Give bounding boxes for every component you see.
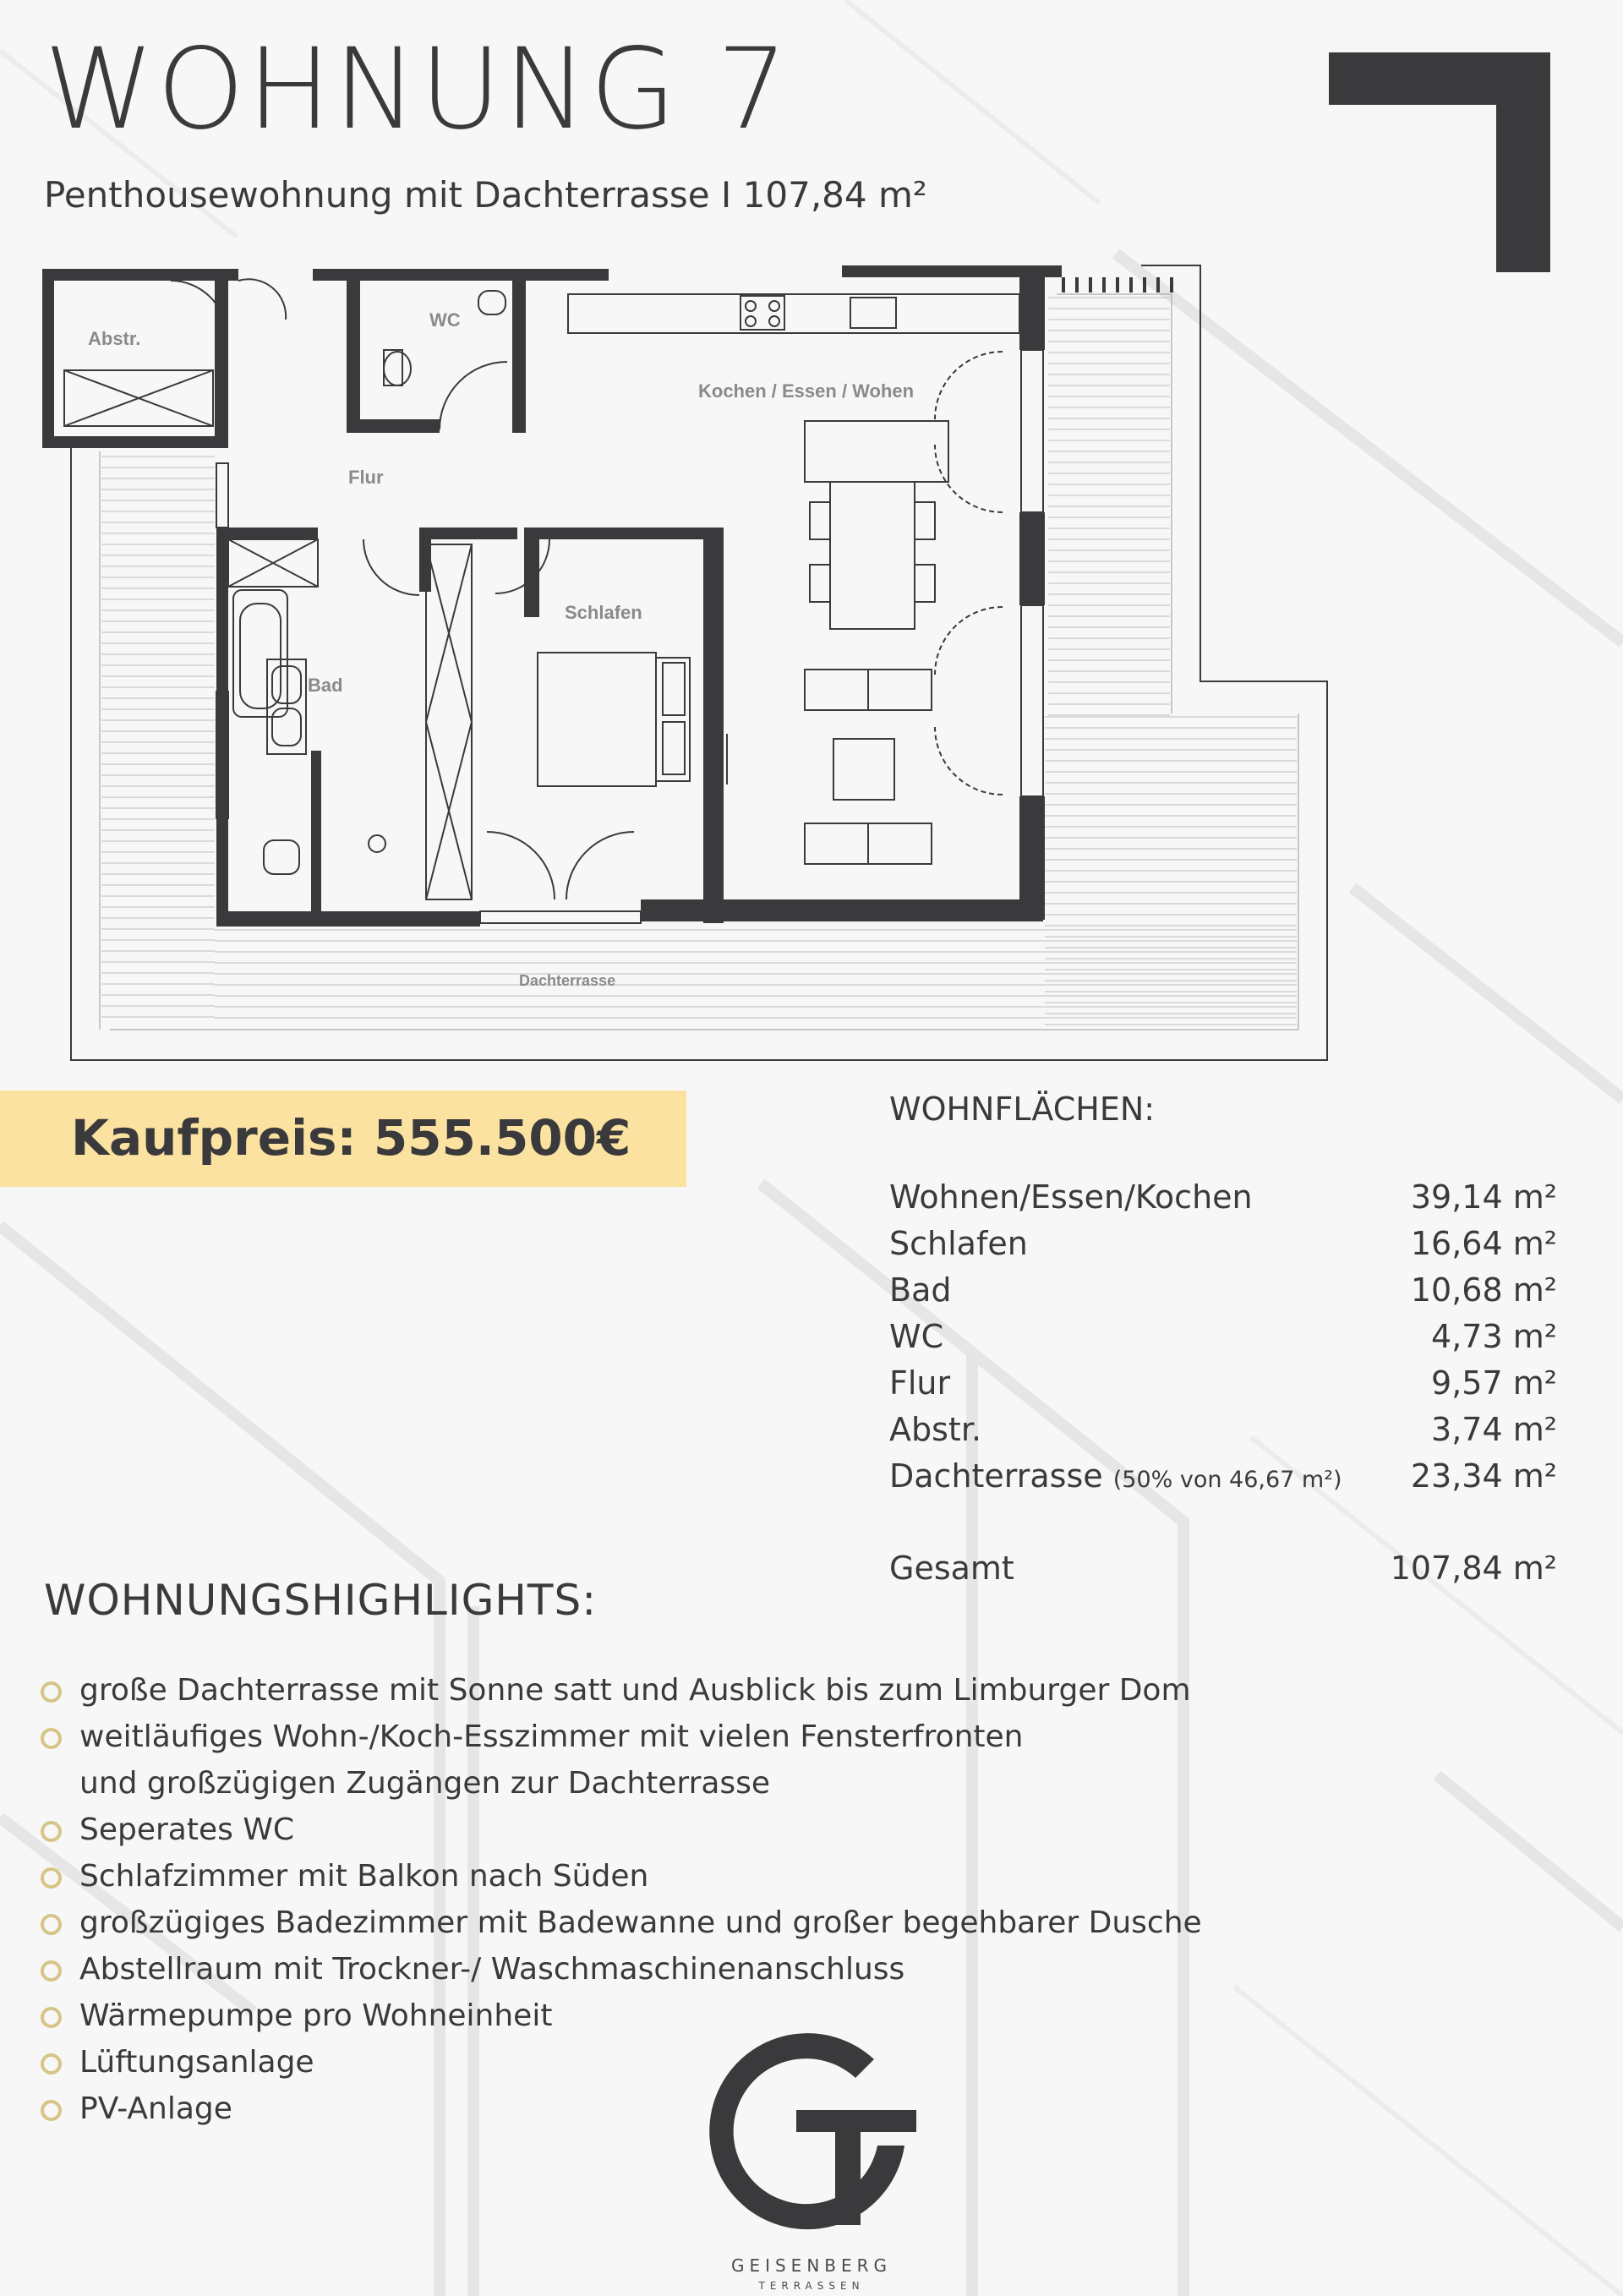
- room-label-dachterrasse: Dachterrasse: [519, 972, 616, 989]
- room-label-abstr: Abstr.: [88, 328, 141, 349]
- area-label: Flur: [889, 1364, 951, 1402]
- area-total-row: [889, 1550, 1557, 1594]
- room-label-wc: WC: [429, 309, 461, 331]
- corner-mark-icon: [1329, 52, 1550, 272]
- page-title: WOHNUNG 7: [44, 25, 791, 155]
- bed: [538, 653, 690, 786]
- area-row: [889, 1318, 1557, 1362]
- bullet-icon: [41, 1914, 62, 1935]
- bullet-icon: [41, 1681, 62, 1703]
- bullet-icon: [41, 1728, 62, 1749]
- area-note: (50% von 46,67 m²): [1112, 1467, 1342, 1493]
- area-total-label: Gesamt: [889, 1550, 1014, 1587]
- logo-name: GEISENBERG: [730, 2255, 893, 2276]
- highlight-item: und großzügigen Zugängen zur Dachterrasse: [79, 1766, 771, 1801]
- geisenberg-logo: [708, 2019, 916, 2230]
- area-value: 16,64 m²: [1410, 1225, 1557, 1262]
- room-label-schlafen: Schlafen: [565, 602, 642, 623]
- area-value: 3,74 m²: [1431, 1411, 1557, 1448]
- page-subtitle: Penthousewohnung mit Dachterrasse I 107,84 m²: [44, 174, 927, 216]
- highlight-item: Abstellraum mit Trockner-/ Waschmaschinenanschluss: [37, 1946, 1271, 1993]
- area-row: [889, 1457, 1557, 1501]
- bullet-icon: [41, 2100, 62, 2121]
- highlight-item: PV-Anlage: [37, 2086, 1271, 2132]
- area-row: [889, 1225, 1557, 1269]
- area-total-value: 107,84 m²: [1390, 1550, 1557, 1587]
- bullet-icon: [41, 1821, 62, 1842]
- highlights-title: WOHNUNGSHIGHLIGHTS:: [44, 1576, 598, 1625]
- highlight-item: großzügiges Badezimmer mit Badewanne und großer begehbarer Dusche: [37, 1900, 1271, 1946]
- area-label: Dachterrasse (50% von 46,67 m²): [889, 1457, 1342, 1495]
- highlight-item: Seperates WC: [37, 1807, 1271, 1853]
- area-label: Bad: [889, 1271, 952, 1309]
- wardrobe: [426, 544, 472, 899]
- area-value: 23,34 m²: [1410, 1457, 1557, 1495]
- room-label-bad: Bad: [308, 675, 343, 696]
- highlight-item: Schlafzimmer mit Balkon nach Süden: [37, 1853, 1271, 1900]
- area-value: 9,57 m²: [1431, 1364, 1557, 1402]
- highlight-item: Wärmepumpe pro Wohneinheit: [37, 1993, 1271, 2039]
- bullet-icon: [41, 1960, 62, 1982]
- vent-slots: [1062, 277, 1173, 292]
- bathtub: [233, 590, 287, 717]
- area-label: Schlafen: [889, 1225, 1028, 1262]
- highlight-item: Lüftungsanlage: [37, 2039, 1271, 2086]
- storage-unit: [64, 370, 213, 426]
- area-row: [889, 1364, 1557, 1408]
- room-label-flur: Flur: [348, 467, 384, 488]
- floor-plan: [42, 260, 1336, 1065]
- highlight-item: weitläufiges Wohn-/Koch-Esszimmer mit vielen Fensterfronten: [37, 1714, 1271, 1760]
- bullet-icon: [41, 2053, 62, 2075]
- windows: [216, 350, 1043, 923]
- area-value: 10,68 m²: [1410, 1271, 1557, 1309]
- bullet-icon: [41, 2007, 62, 2028]
- area-label: WC: [889, 1318, 944, 1355]
- bullet-icon: [41, 1867, 62, 1889]
- highlight-item: große Dachterrasse mit Sonne satt und Ausblick bis zum Limburger Dom: [37, 1667, 1271, 1714]
- purchase-price: Kaufpreis: 555.500€: [71, 1109, 631, 1167]
- walls: [42, 265, 1062, 927]
- areas-title: WOHNFLÄCHEN:: [889, 1091, 1156, 1128]
- shower: [228, 539, 318, 587]
- area-label: Wohnen/Essen/Kochen: [889, 1178, 1253, 1216]
- area-row: [889, 1178, 1557, 1222]
- area-value: 4,73 m²: [1431, 1318, 1557, 1355]
- doors: [171, 279, 1003, 899]
- area-row: [889, 1411, 1557, 1455]
- room-label-kochen: Kochen / Essen / Wohen: [698, 380, 915, 402]
- area-label: Abstr.: [889, 1411, 982, 1448]
- highlights-list: [37, 1667, 1271, 2132]
- logo-subtitle: TERRASSEN: [758, 2280, 865, 2292]
- area-row: [889, 1271, 1557, 1315]
- area-value: 39,14 m²: [1410, 1178, 1557, 1216]
